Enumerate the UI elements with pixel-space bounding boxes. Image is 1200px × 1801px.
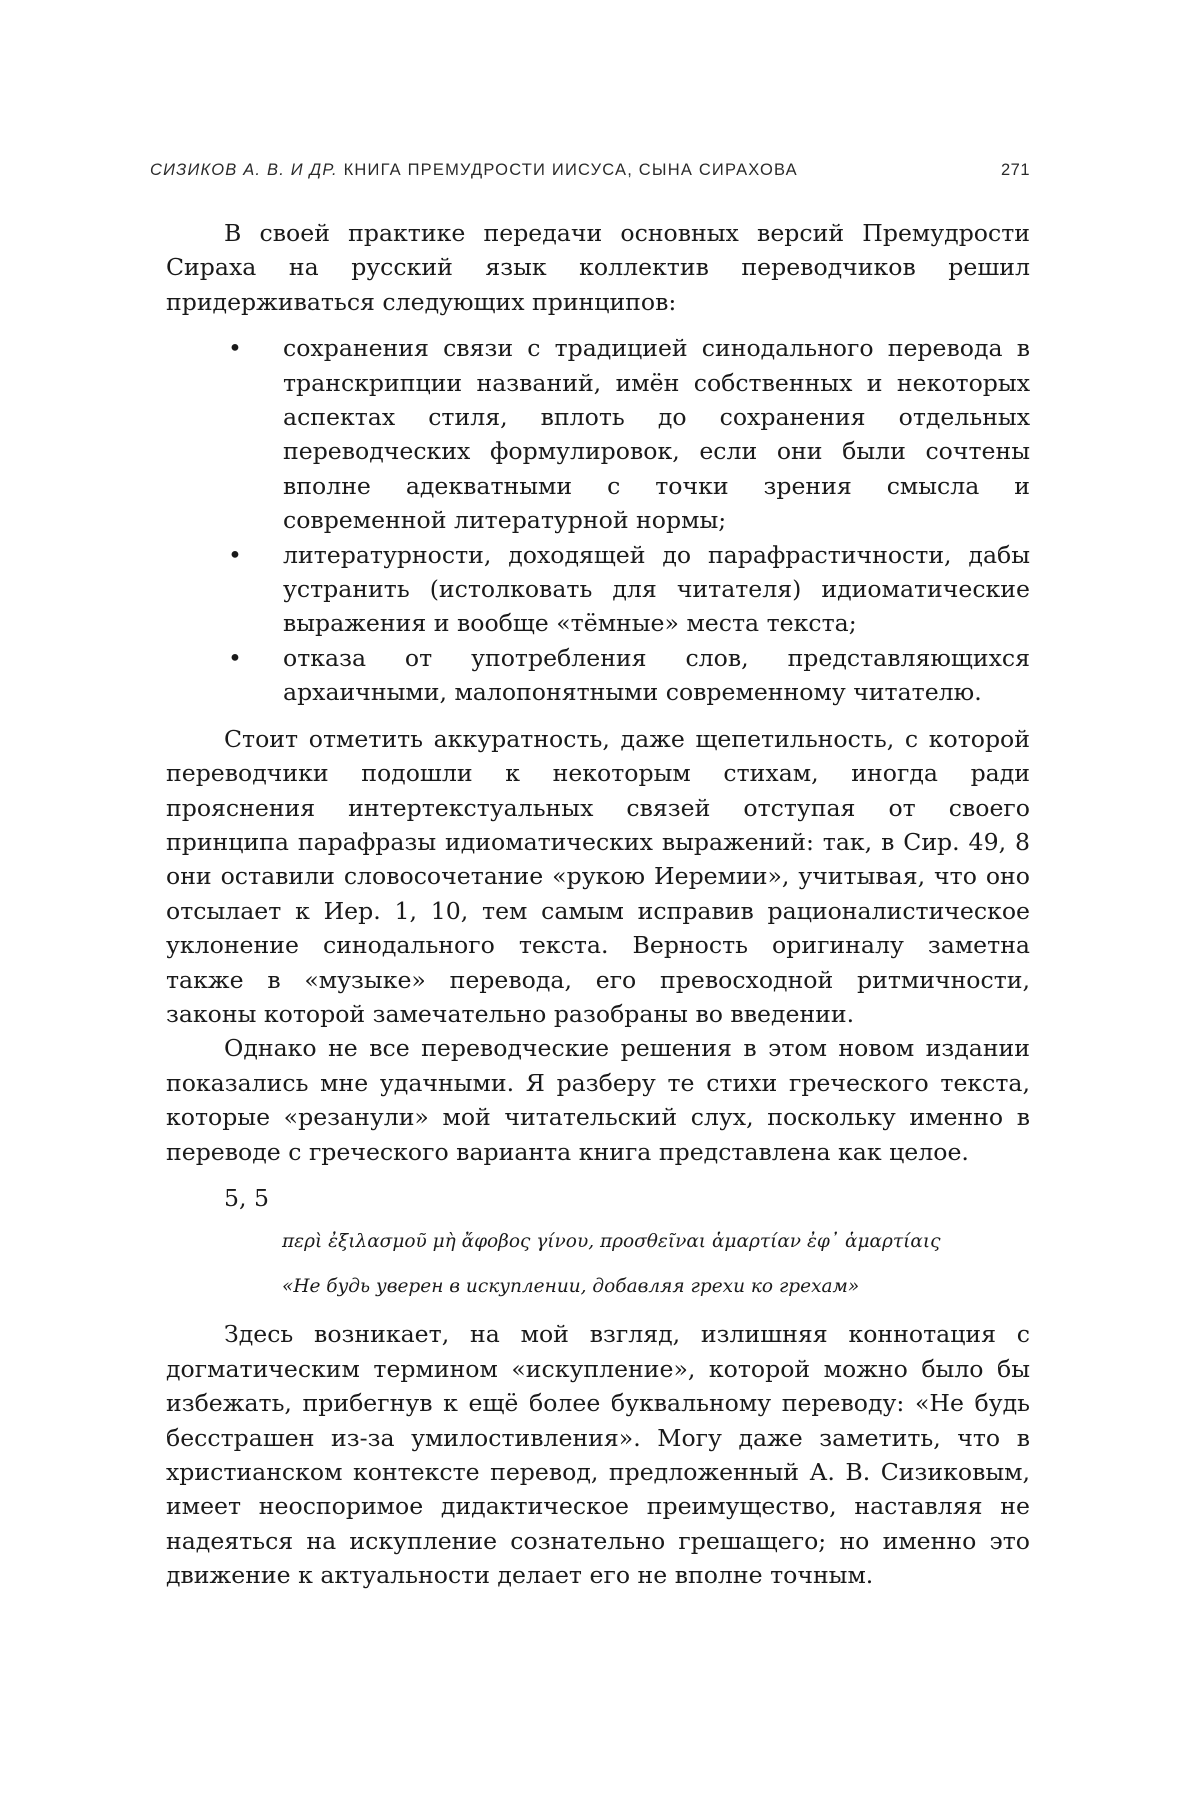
russian-quote: «Не будь уверен в искуплении, добавляя грехи ко грехам» bbox=[282, 1276, 860, 1298]
list-item bbox=[166, 538, 1030, 641]
verse-reference: 5, 5 bbox=[224, 1183, 270, 1212]
header-book-title: КНИГА ПРЕМУДРОСТИ ИИСУСА, СЫНА СИРАХОВА bbox=[343, 161, 798, 179]
page-number: 271 bbox=[1000, 161, 1030, 179]
accuracy-paragraph: Стоит отметить аккуратность, даже щепетильность, с которой переводчики подошли к некоторым стихам, иногда ради прояснения интертекстуальных связей отступая от своего принципа парафразы идиоматических выражений: так, в Сир. 49, 8 они оставили словосочетание «рукою Иеремии», учитывая, что оно отсылает к Иер. 1, 10, тем самым исправив рационалистическое уклонение синодального текста. Верность оригиналу заметна также в «музыке» перевода, его превосходной ритмичности, законы которой замечательно разобраны во введении. bbox=[166, 724, 1030, 1028]
bullet-icon: • bbox=[228, 334, 242, 363]
greek-quote: περὶ ἐξιλασμοῦ μὴ ἄφοβος γίνου, προσθεῖναι ἁμαρτίαν ἐφ᾽ ἁμαρτίαις bbox=[282, 1231, 941, 1253]
running-header bbox=[150, 161, 1030, 191]
principles-list bbox=[166, 331, 1030, 709]
list-item bbox=[166, 331, 1030, 537]
header-author: СИЗИКОВ А. В. И ДР. bbox=[150, 161, 338, 179]
list-item bbox=[166, 641, 1030, 710]
critique-paragraph: Однако не все переводческие решения в этом новом издании показались мне удачными. Я разберу те стихи греческого текста, которые «резанули» мой читательский слух, поскольку именно в переводе с греческого варианта книга представлена как целое. bbox=[166, 1034, 1030, 1166]
list-item-text: сохранения связи с традицией синодального перевода в транскрипции названий, имён собственных и некоторых аспектах стиля, вплоть до сохранения отдельных переводческих формулировок, если они были сочтены вполне адекватными с точки зрения смысла и современной литературной нормы; bbox=[283, 334, 1030, 535]
intro-paragraph: В своей практике передачи основных версий Премудрости Сираха на русский язык коллектив переводчиков решил придерживаться следующих принципов: bbox=[166, 219, 1030, 316]
commentary-paragraph: Здесь возникает, на мой взгляд, излишняя коннотация с догматическим термином «искупление», которой можно было бы избежать, прибегнув к ещё более буквальному переводу: «Не будь бесстрашен из-за умилостивления». Могу даже заметить, что в христианском контексте перевод, предложенный А. В. Сизиковым, имеет неоспоримое дидактическое преимущество, наставляя не надеяться на искупление сознательно грешащего; но именно это движение к актуальности делает его не вполне точным. bbox=[166, 1320, 1030, 1590]
bullet-icon: • bbox=[228, 643, 242, 672]
list-item-text: литературности, доходящей до парафрастичности, дабы устранить (истолковать для читателя) идиоматические выражения и вообще «тёмные» места текста; bbox=[283, 540, 1030, 638]
bullet-icon: • bbox=[228, 540, 242, 569]
list-item-text: отказа от употребления слов, представляющихся архаичными, малопонятными современному читателю. bbox=[283, 643, 1030, 707]
page-body bbox=[166, 216, 1030, 1593]
